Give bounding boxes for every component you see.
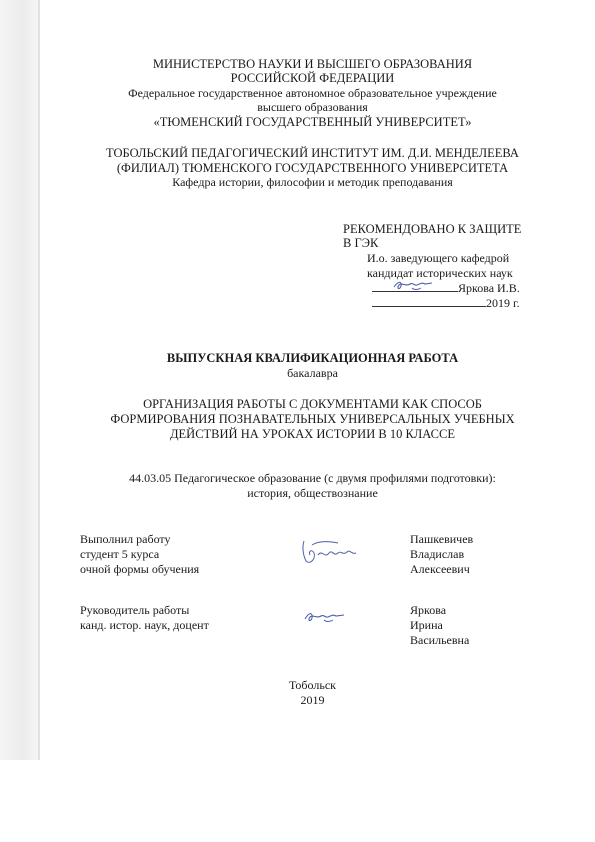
work-level: бакалавра [287, 366, 338, 380]
ministry-line-2: РОССИЙСКОЙ ФЕДЕРАЦИИ [230, 71, 395, 85]
work-title-line-3: ДЕЙСТВИЙ НА УРОКАХ ИСТОРИИ В 10 КЛАССЕ [170, 427, 455, 441]
work-type: ВЫПУСКНАЯ КВАЛИФИКАЦИОННАЯ РАБОТА [166, 351, 459, 365]
ministry-line-1: МИНИСТЕРСТВО НАУКИ И ВЫСШЕГО ОБРАЗОВАНИЯ [152, 57, 473, 71]
author-label-2: студент 5 курса [80, 547, 160, 561]
author-first-name: Владислав [410, 547, 465, 561]
department-name: Кафедра истории, философии и методик преподавания [172, 175, 453, 189]
supervisor-label-2: канд. истор. наук, доцент [80, 618, 209, 632]
institution-type-line-2: высшего образования [257, 100, 368, 114]
author-label-3: очной формы обучения [80, 562, 200, 576]
work-title-line-2: ФОРМИРОВАНИЯ ПОЗНАВАТЕЛЬНЫХ УНИВЕРСАЛЬНЫХ УЧЕБНЫХ [110, 412, 515, 426]
supervisor-patronymic: Васильевна [410, 633, 470, 647]
approval-date-line [372, 296, 520, 310]
approval-line-2: В ГЭК [343, 236, 379, 250]
institution-type-line-1: Федеральное государственное автономное образовательное учреждение [128, 86, 497, 100]
approval-signature-icon [392, 277, 436, 293]
supervisor-surname: Яркова [410, 603, 447, 617]
footer-year: 2019 [300, 693, 325, 707]
author-signature-icon [298, 537, 360, 567]
branch-line-1: ТОБОЛЬСКИЙ ПЕДАГОГИЧЕСКИЙ ИНСТИТУТ ИМ. Д.И. МЕНДЕЛЕЕВА [106, 146, 519, 160]
approval-line-1: РЕКОМЕНДОВАНО К ЗАЩИТЕ [343, 222, 522, 236]
author-surname: Пашкевичев [410, 532, 474, 546]
university-name: «ТЮМЕНСКИЙ ГОСУДАРСТВЕННЫЙ УНИВЕРСИТЕТ» [153, 115, 472, 129]
approval-name: Яркова И.В. [458, 281, 520, 295]
approval-degree: кандидат исторических наук [367, 266, 513, 280]
work-title-line-1: ОРГАНИЗАЦИЯ РАБОТЫ С ДОКУМЕНТАМИ КАК СПОСОБ [143, 397, 482, 411]
program-line-2: история, обществознание [247, 486, 378, 500]
branch-line-2: (ФИЛИАЛ) ТЮМЕНСКОГО ГОСУДАРСТВЕННОГО УНИВЕРСИТЕТА [116, 161, 509, 175]
footer-city: Тобольск [289, 678, 336, 692]
approval-year: 2019 г. [486, 296, 520, 310]
approval-position: И.о. заведующего кафедрой [367, 251, 510, 265]
author-label-1: Выполнил работу [80, 532, 171, 546]
date-blank [372, 296, 486, 307]
supervisor-signature-icon [302, 608, 348, 626]
program-line-1: 44.03.05 Педагогическое образование (с двумя профилями подготовки): [129, 471, 496, 485]
author-patronymic: Алексеевич [410, 562, 470, 576]
supervisor-label-1: Руководитель работы [80, 603, 190, 617]
supervisor-first-name: Ирина [410, 618, 443, 632]
